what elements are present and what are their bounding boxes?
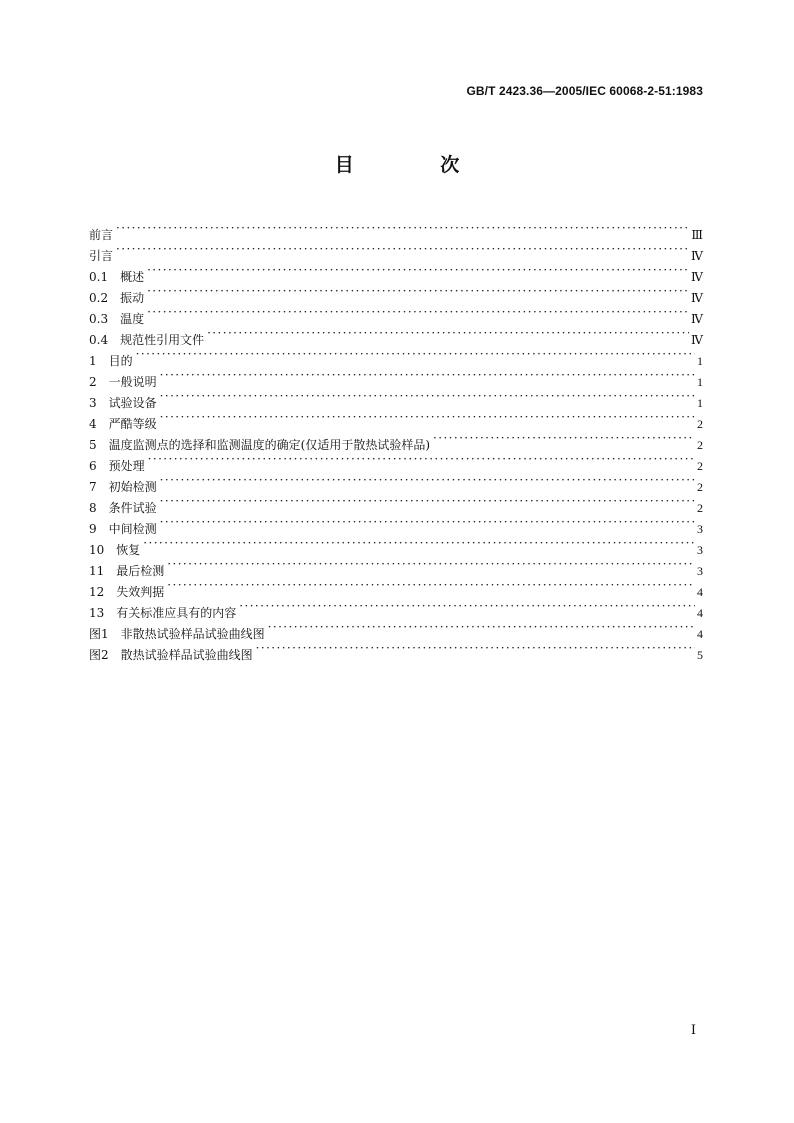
- toc-leader-dots: [148, 449, 695, 470]
- toc-entry[interactable]: [89, 491, 703, 515]
- toc-entry[interactable]: [89, 344, 703, 368]
- toc-leader-dots: [167, 554, 695, 575]
- toc-entry-label: 0.1 概述: [89, 270, 145, 284]
- toc-leader-dots: [160, 491, 695, 512]
- toc-entry-label: 10 恢复: [89, 543, 141, 557]
- toc-entry[interactable]: [89, 512, 703, 536]
- toc-leader-dots: [143, 533, 695, 554]
- toc-leader-dots: [147, 281, 689, 302]
- toc-entry-label: 8 条件试验: [89, 501, 157, 515]
- toc-leader-dots: [167, 575, 695, 596]
- toc-leader-dots: [147, 302, 689, 323]
- toc-leader-dots: [160, 365, 695, 386]
- toc-entry-label: 前言: [89, 228, 114, 242]
- toc-entry[interactable]: [89, 218, 703, 242]
- toc-entry[interactable]: [89, 365, 703, 389]
- toc-entry-page: 4: [697, 627, 703, 641]
- toc-entry[interactable]: [89, 428, 703, 452]
- toc-entry[interactable]: [89, 533, 703, 557]
- toc-entry-page: Ⅳ: [691, 291, 703, 305]
- toc-entry[interactable]: [89, 323, 703, 347]
- toc-entry-page: 2: [697, 480, 703, 494]
- toc-entry-page: 1: [697, 354, 703, 368]
- page-number: Ⅰ: [690, 1022, 696, 1037]
- toc-entry-label: 0.3 温度: [89, 312, 145, 326]
- toc-entry-label: 9 中间检测: [89, 522, 157, 536]
- toc-entry[interactable]: [89, 596, 703, 620]
- toc-entry-label: 1 目的: [89, 354, 133, 368]
- toc-entry[interactable]: [89, 407, 703, 431]
- toc-entry-page: 4: [697, 606, 703, 620]
- toc-leader-dots: [256, 638, 695, 659]
- toc-leader-dots: [239, 596, 695, 617]
- toc-entry[interactable]: [89, 386, 703, 410]
- toc-entry-label: 4 严酷等级: [89, 417, 157, 431]
- standard-number-header: GB/T 2423.36—2005/IEC 60068-2-51:1983: [466, 84, 703, 98]
- toc-entry-label: 7 初始检测: [89, 480, 157, 494]
- toc-entry-label: 图1 非散热试验样品试验曲线图: [89, 627, 265, 641]
- toc-entry-label: 图2 散热试验样品试验曲线图: [89, 648, 253, 662]
- toc-leader-dots: [160, 386, 695, 407]
- toc-leader-dots: [160, 470, 695, 491]
- toc-leader-dots: [268, 617, 695, 638]
- toc-entry-page: 3: [697, 543, 703, 557]
- toc-entry-label: 13 有关标准应具有的内容: [89, 606, 237, 620]
- toc-entry[interactable]: [89, 281, 703, 305]
- toc-entry-label: 引言: [89, 249, 114, 263]
- toc-entry-label: 6 预处理: [89, 459, 145, 473]
- toc-leader-dots: [160, 512, 695, 533]
- toc-entry-label: 12 失效判据: [89, 585, 165, 599]
- table-of-contents: [89, 218, 703, 662]
- toc-entry[interactable]: [89, 302, 703, 326]
- toc-entry-page: 5: [697, 648, 703, 662]
- toc-leader-dots: [207, 323, 689, 344]
- toc-entry-label: 2 一般说明: [89, 375, 157, 389]
- toc-entry-page: 2: [697, 501, 703, 515]
- toc-entry-page: 2: [697, 438, 703, 452]
- toc-entry[interactable]: [89, 239, 703, 263]
- toc-entry-page: 1: [697, 396, 703, 410]
- toc-leader-dots: [160, 407, 695, 428]
- page-title: 目 次: [334, 154, 500, 176]
- toc-entry-page: 3: [697, 522, 703, 536]
- toc-entry-page: Ⅳ: [691, 249, 703, 263]
- toc-entry-page: 2: [697, 459, 703, 473]
- toc-entry-page: 2: [697, 417, 703, 431]
- toc-entry[interactable]: [89, 575, 703, 599]
- toc-entry[interactable]: [89, 554, 703, 578]
- toc-entry-label: 11 最后检测: [89, 564, 165, 578]
- toc-leader-dots: [136, 344, 695, 365]
- toc-entry-label: 3 试验设备: [89, 396, 157, 410]
- toc-entry-page: Ⅳ: [691, 333, 703, 347]
- toc-leader-dots: [116, 218, 689, 239]
- toc-entry[interactable]: [89, 470, 703, 494]
- toc-entry-page: Ⅳ: [691, 312, 703, 326]
- toc-leader-dots: [116, 239, 689, 260]
- toc-leader-dots: [433, 428, 695, 449]
- toc-entry[interactable]: [89, 260, 703, 284]
- toc-entry-label: 0.2 振动: [89, 291, 145, 305]
- toc-entry-page: 1: [697, 375, 703, 389]
- toc-entry-label: 0.4 规范性引用文件: [89, 333, 205, 347]
- toc-entry-page: 3: [697, 564, 703, 578]
- toc-entry-page: Ⅲ: [691, 228, 703, 242]
- toc-entry-page: Ⅳ: [691, 270, 703, 284]
- toc-entry[interactable]: [89, 449, 703, 473]
- toc-leader-dots: [147, 260, 689, 281]
- toc-entry-label: 5 温度监测点的选择和监测温度的确定(仅适用于散热试验样品): [89, 438, 431, 452]
- toc-entry-page: 4: [697, 585, 703, 599]
